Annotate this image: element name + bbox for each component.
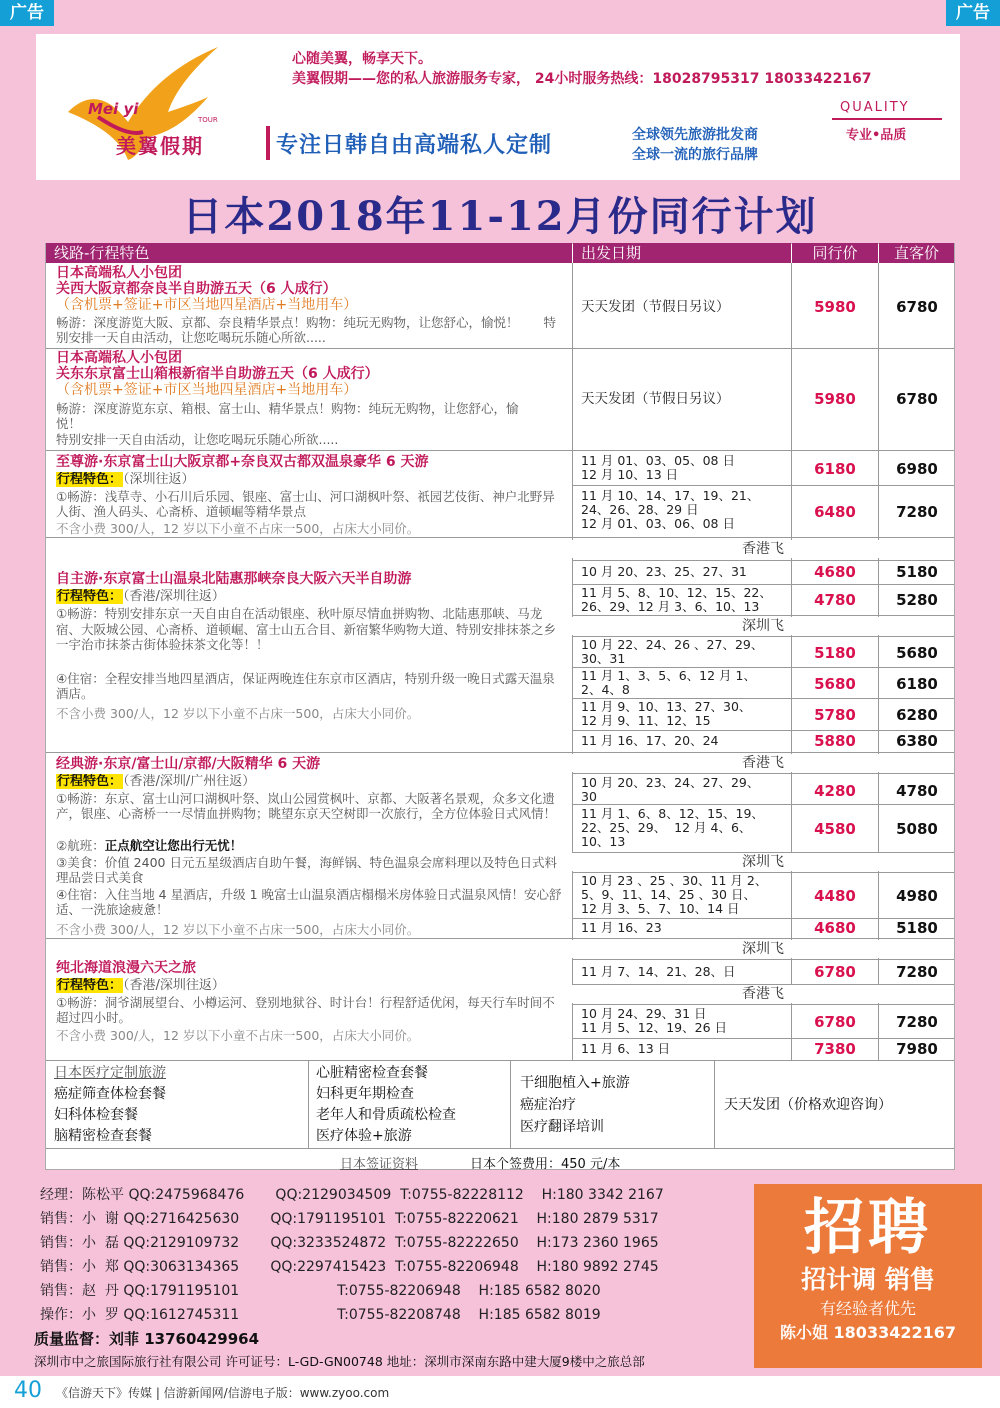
banner-tagline: 专注日韩自由高端私人定制 <box>276 133 553 158</box>
row-line <box>46 1148 954 1149</box>
route4-title: 自主游·东京富士山温泉北陆惠那峡奈良大阪六天半自助游 <box>56 571 412 587</box>
route4-date-2: 11 月 5、8、10、12、15、22、 26、29、12 月 3、6、10、13 <box>581 585 772 614</box>
medical-item: 医疗翻译培训 <box>520 1119 604 1135</box>
page-footer <box>0 1376 1000 1408</box>
route6-direct-price-2: 7280 <box>896 1013 938 1031</box>
recruit-heading: 招聘 <box>804 1193 932 1263</box>
contact-row: 操作：小 罗 QQ:1612745311 T:0755-82208748 H:185 6582 8019 <box>40 1307 601 1323</box>
route4-peer-price-2: 4780 <box>814 591 856 609</box>
route4-date-4: 11 月 1、3、5、6、12 月 1、 2、4、8 <box>581 668 756 697</box>
route3-title: 至尊游·东京富士山大阪京都+奈良双古都双温泉豪华 6 天游 <box>56 454 429 470</box>
route3-direct-price-1: 6980 <box>896 460 938 478</box>
route4-desc-2: ④住宿：全程安排当地四星酒店，保证两晚连住东京市区酒店，特别升级一晚日式露天温泉酒店。 <box>56 671 555 701</box>
footer-text: 《信游天下》传媒 | 信游新闻网/信游电子版：www.zyoo.com <box>56 1386 390 1400</box>
route4-peer-price-4: 5680 <box>814 675 856 693</box>
medical-heading: 日本医疗定制旅游 <box>54 1065 166 1081</box>
quality-underline <box>832 118 942 120</box>
logo-cn: 美翼假期 <box>116 134 204 158</box>
route6-date-1: 11 月 7、14、21、28、日 <box>581 964 736 979</box>
quality-supervisor: 质量监督：刘菲 13760429964 <box>34 1330 260 1348</box>
route5-peer-price-3: 4480 <box>814 887 856 905</box>
route6-date-2: 10 月 24、29、31 日 11 月 5、12、19、26 日 <box>581 1006 727 1035</box>
contact-row: 销售：小 谢 QQ:2716425630 QQ:1791195101 T:0755-82220621 H:180 2879 5317 <box>40 1211 659 1227</box>
ad-tag-right: 广告 <box>946 0 1000 26</box>
route5-date-4: 11 月 16、23 <box>581 920 662 935</box>
route5-sz-flight: 深圳飞 <box>572 853 954 871</box>
row-line <box>46 938 954 939</box>
route6-feature: 行程特色：（香港/深圳往返） <box>57 978 225 993</box>
route3-direct-price-2: 7280 <box>896 503 938 521</box>
row-line <box>572 485 954 486</box>
route5-date-2: 11 月 1、6、8、12、15、19、 22、25、29、 12 月 4、6、 10、13 <box>581 806 764 849</box>
route2-direct-price: 6780 <box>896 390 938 408</box>
route5-peer-price-4: 4680 <box>814 919 856 937</box>
header-direct-price: 直客价 <box>879 243 954 263</box>
contact-row: 销售：赵 丹 QQ:1791195101 T:0755-82206948 H:185 6582 8020 <box>40 1283 601 1299</box>
route2-date: 天天发团（节假日另议） <box>581 391 730 407</box>
route6-direct-price-3: 7980 <box>896 1040 938 1058</box>
route1-desc: 畅游：深度游览大阪、京都、奈良精华景点！购物：纯玩无购物，让您舒心，愉悦！ 特别安排一天自由活动，让您吃喝玩乐随心所欲..... <box>56 315 557 345</box>
route4-date-5: 11 月 9、10、13、27、30、 12 月 9、11、12、15 <box>581 699 752 728</box>
route4-date-3: 10 月 22、24、26 、27、29、 30、31 <box>581 637 764 666</box>
route5-direct-price-3: 4980 <box>896 887 938 905</box>
route4-peer-price-5: 5780 <box>814 706 856 724</box>
route5-note: 不含小费 300/人，12 岁以下小童不占床一500，占床大小同价。 <box>56 922 420 937</box>
route4-direct-price-3: 5680 <box>896 644 938 662</box>
route5-flight: ②航班：正点航空让您出行无忧！ <box>56 838 243 853</box>
route4-sz-flight: 深圳飞 <box>572 617 954 635</box>
route3-date-1: 11 月 01、03、05、08 日 12 月 10、13 日 <box>581 453 735 482</box>
route4-peer-price-6: 5880 <box>814 732 856 750</box>
route6-peer-price-1: 6780 <box>814 963 856 981</box>
medical-item: 老年人和骨质疏松检查 <box>316 1107 456 1123</box>
route3-desc: ①畅游：浅草寺、小石川后乐园、银座、富士山、河口湖枫叶祭、祇园艺伎街、神户北野异人街、渔人码头、心斋桥、道顿崛等精华景点 <box>56 489 555 519</box>
route4-direct-price-1: 5180 <box>896 563 938 581</box>
col-line <box>714 1060 715 1148</box>
recruitment-box <box>754 1184 982 1368</box>
banner-bullet-2: 全球一流的旅行品牌 <box>632 147 758 163</box>
logo-tour: TOUR <box>198 116 218 124</box>
medical-item: 妇科更年期检查 <box>316 1086 414 1102</box>
route4-direct-price-2: 5280 <box>896 591 938 609</box>
route2-desc: 畅游：深度游览东京、箱根、富士山、精华景点！购物：纯玩无购物，让您舒心，愉悦！ <box>56 401 519 431</box>
route4-peer-price-1: 4680 <box>814 563 856 581</box>
medical-item: 干细胞植入+旅游 <box>520 1075 630 1091</box>
recruit-contact: 陈小姐 18033422167 <box>779 1323 957 1342</box>
row-line <box>572 615 954 616</box>
route4-date-6: 11 月 16、17、20、24 <box>581 733 719 748</box>
route5-hk-flight: 香港飞 <box>572 754 954 772</box>
row-line <box>572 804 954 805</box>
route4-feature: 行程特色：（香港/深圳往返） <box>57 589 225 604</box>
route4-direct-price-4: 6180 <box>896 675 938 693</box>
route4-note: 不含小费 300/人，12 岁以下小童不占床一500，占床大小同价。 <box>56 706 420 721</box>
company-info: 深圳市中之旅国际旅行社有限公司 许可证号：L-GD-GN00748 地址：深圳市深南东路中建大厦9楼中之旅总部 <box>34 1354 645 1369</box>
route2-title: 日本高端私人小包团 关东东京富士山箱根新宿半自助游五天（6 人成行） <box>56 350 379 382</box>
route3-note: 不含小费 300/人，12 岁以下小童不占床一500，占床大小同价。 <box>56 521 420 536</box>
divider <box>266 126 270 160</box>
route2-includes: （含机票+签证+市区当地四星酒店+当地用车） <box>56 382 358 398</box>
medical-item: 心脏精密检查套餐 <box>316 1065 428 1081</box>
logo-latin: Mei yi <box>88 100 139 118</box>
medical-item: 妇科体检套餐 <box>54 1107 138 1123</box>
route5-direct-price-2: 5080 <box>896 820 938 838</box>
banner-bullet-1: 全球领先旅游批发商 <box>632 127 758 143</box>
route5-title: 经典游·东京/富士山/京都/大阪精华 6 天游 <box>56 756 321 772</box>
row-line <box>46 752 954 753</box>
route6-peer-price-3: 7380 <box>814 1040 856 1058</box>
route1-includes: （含机票+签证+市区当地四星酒店+当地用车） <box>56 297 358 313</box>
quality-sub: 专业•品质 <box>846 128 907 143</box>
medical-item: 医疗体验+旅游 <box>316 1128 412 1144</box>
medical-schedule: 天天发团（价格欢迎咨询） <box>724 1097 892 1113</box>
route1-title: 日本高端私人小包团 关西大阪京都奈良半自助游五天（6 人成行） <box>56 265 337 297</box>
route4-direct-price-6: 6380 <box>896 732 938 750</box>
header-route: 线路-行程特色 <box>46 243 572 263</box>
row-line <box>46 450 954 451</box>
route5-date-1: 10 月 20、23、24、27、29、 30 <box>581 775 760 804</box>
medical-item: 癌症治疗 <box>520 1097 576 1113</box>
row-line <box>572 1038 954 1039</box>
col-line <box>510 1060 511 1148</box>
medical-item: 脑精密检查套餐 <box>54 1128 152 1144</box>
route4-desc-1: ①畅游：特别安排东京一天自由自在活动银座、秋叶原尽情血拼购物、北陆惠那峡、马龙宿、大阪城公园、心斋桥、道顿崛、富士山五合目、新宿繁华购物大道、特别安排抹茶之乡一宇治市抹茶古街体验抹茶文化等！！ <box>56 606 557 652</box>
col-line <box>308 1060 309 1148</box>
route5-peer-price-1: 4280 <box>814 782 856 800</box>
route1-date: 天天发团（节假日另议） <box>581 299 730 315</box>
visa-fee: 日本个签费用：450 元/本 <box>470 1157 621 1172</box>
route4-hk-flight: 香港飞 <box>572 540 954 558</box>
route5-peer-price-2: 4580 <box>814 820 856 838</box>
route6-hk-flight: 香港飞 <box>572 985 954 1003</box>
route3-peer-price-1: 6180 <box>814 460 856 478</box>
route3-feature: 行程特色：（深圳往返） <box>57 472 195 487</box>
route4-direct-price-5: 6280 <box>896 706 938 724</box>
route5-desc-3: ③美食：价值 2400 日元五星级酒店自助午餐，海鲜锅、特色温泉会席料理以及特色日式料理品尝日式美食 <box>56 855 557 885</box>
contact-row: 经理：陈松平 QQ:2475968476 QQ:2129034509 T:0755-82228112 H:180 3342 2167 <box>40 1187 664 1203</box>
route2-peer-price: 5980 <box>814 390 856 408</box>
route6-direct-price-1: 7280 <box>896 963 938 981</box>
recruit-requirement: 有经验者优先 <box>819 1299 916 1318</box>
slogan-2: 美翼假期——您的私人旅游服务专家， 24小时服务热线：18028795317 18033422167 <box>292 71 872 87</box>
page-title: 日本2018年11-12月份同行计划 <box>182 193 818 240</box>
row-line <box>46 348 954 349</box>
route6-date-3: 11 月 6、13 日 <box>581 1041 671 1056</box>
route6-title: 纯北海道浪漫六天之旅 <box>56 960 196 976</box>
route4-date-1: 10 月 20、23、25、27、31 <box>581 564 747 579</box>
route5-feature: 行程特色：（香港/深圳/广州往返） <box>57 774 256 789</box>
row-line <box>572 959 954 960</box>
route6-desc: ①畅游：洞爷湖展望台、小樽运河、登别地狱谷、时计台！行程舒适优闲，每天行车时间不超过四小时。 <box>56 995 555 1025</box>
route5-date-3: 10 月 23 、25 、30、11 月 2、 5、9、11、14、25 、30 日、 12 月 3、5、7、10、14 日 <box>581 873 768 916</box>
quality-label: QUALITY <box>840 100 910 115</box>
route5-direct-price-4: 5180 <box>896 919 938 937</box>
row-line <box>572 1004 954 1005</box>
header-peer-price: 同行价 <box>792 243 878 263</box>
route1-direct-price: 6780 <box>896 298 938 316</box>
route6-peer-price-2: 6780 <box>814 1013 856 1031</box>
route5-desc-4: ④住宿：入住当地 4 星酒店，升级 1 晚富士山温泉酒店榻榻米房体验日式温泉风情！安心舒适、一洗旅途疲惫！ <box>56 887 562 917</box>
contact-row: 销售：小 磊 QQ:2129109732 QQ:3233524872 T:0755-82222650 H:173 2360 1965 <box>40 1235 659 1251</box>
route6-sz-flight: 深圳飞 <box>572 940 954 958</box>
route2-desc2: 特别安排一天自由活动，让您吃喝玩乐随心所欲..... <box>56 432 339 447</box>
ad-tag-left: 广告 <box>0 0 54 26</box>
row-line <box>46 537 954 538</box>
row-line <box>46 1060 954 1061</box>
route6-note: 不含小费 300/人，12 岁以下小童不占床一500，占床大小同价。 <box>56 1028 420 1043</box>
route3-peer-price-2: 6480 <box>814 503 856 521</box>
row-line <box>572 773 954 774</box>
contact-row: 销售：小 郑 QQ:3063134365 QQ:2297415423 T:0755-82206948 H:180 9892 2745 <box>40 1259 659 1275</box>
route4-peer-price-3: 5180 <box>814 644 856 662</box>
header-date: 出发日期 <box>573 243 791 263</box>
slogan-1: 心随美翼，畅享天下。 <box>292 51 432 67</box>
route3-date-2: 11 月 10、14、17、19、21、 24、26、28、29 日 12 月 01、03、06、08 日 <box>581 488 760 531</box>
route5-desc-1: ①畅游：东京、富士山河口湖枫叶祭、岚山公园赏枫叶、京都、大阪著名景观，众多文化遗产，银座、心斋桥一一尽情血拼购物；眺望东京天空树即一次旅行，全方位体验日式风情！ <box>56 791 557 821</box>
visa-label: 日本签证资料 <box>340 1157 419 1172</box>
route1-peer-price: 5980 <box>814 298 856 316</box>
row-line <box>572 560 954 561</box>
medical-item: 癌症筛查体检套餐 <box>54 1086 166 1102</box>
page-number: 40 <box>14 1378 42 1403</box>
route5-direct-price-1: 4780 <box>896 782 938 800</box>
recruit-positions: 招计调 销售 <box>801 1265 935 1294</box>
row-line <box>572 730 954 731</box>
